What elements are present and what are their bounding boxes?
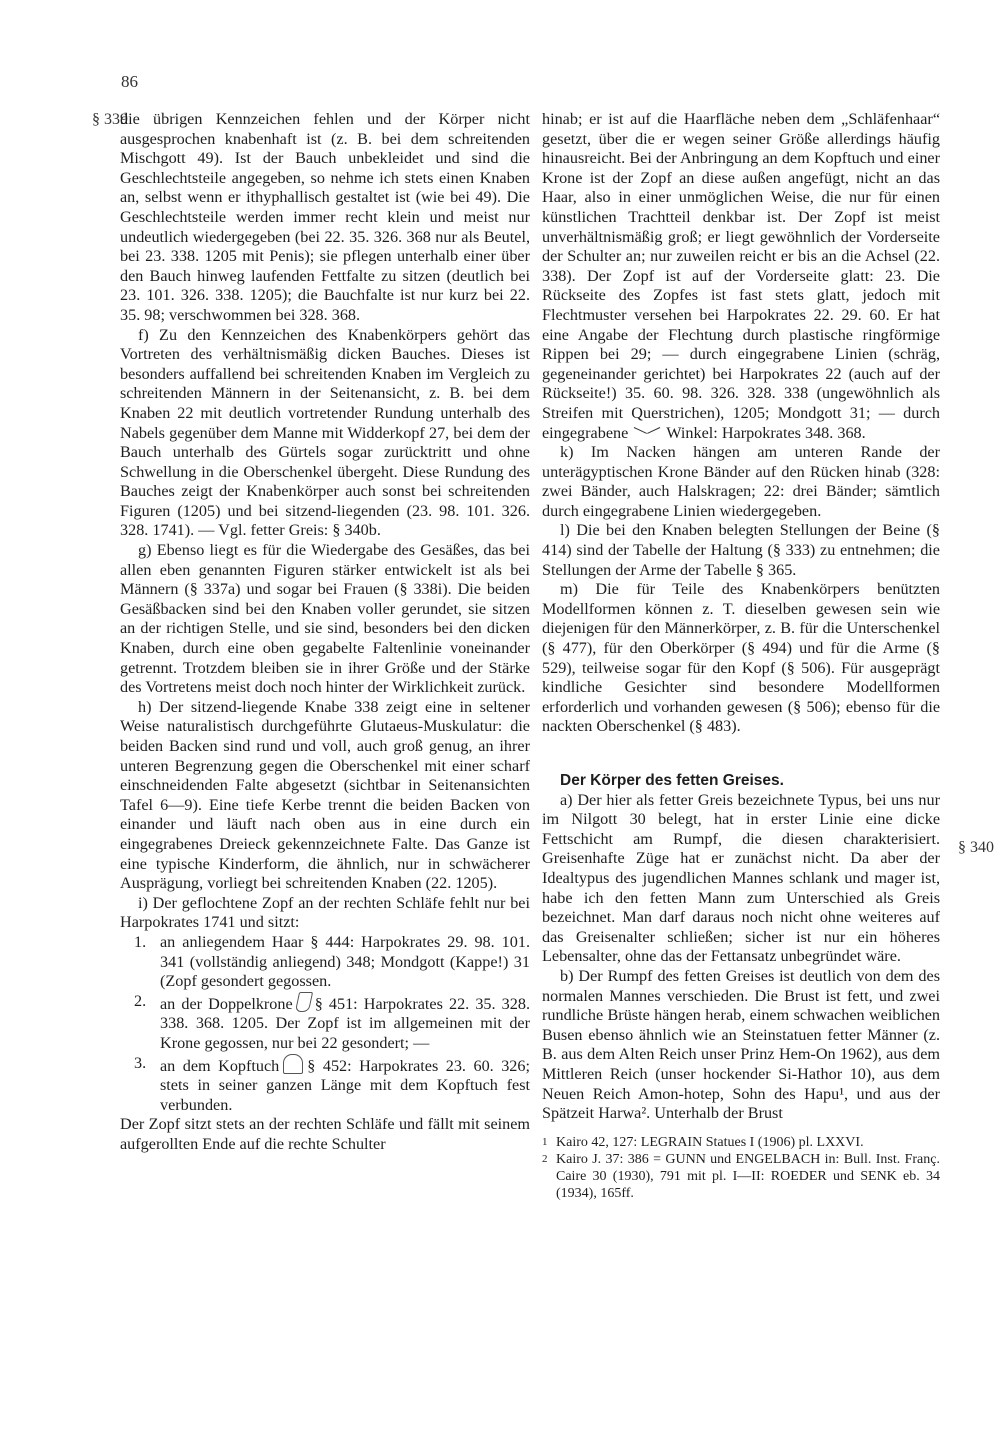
footnote-mark: 2: [542, 1152, 548, 1165]
paragraph-h: h) Der sitzend-liegende Knabe 338 zeigt eine in seltener Weise naturalistisch durchgeführte Glutaeus-Muskulatur: die beiden Backen sind rund und voll, auch groß genug, an ihrer unteren Begrenzung gegen die Oberschenkel mit einer scharf einschneidenden Falte abgesetzt (sichtbar in Seitenansichten Tafel 6—9). Eine tiefe Kerbe trennt die beiden Backen von einander und läuft nach oben aus in eine durch ein eingegrabenes Dreieck gekennzeichnete Falte. Das Ganze ist eine typische Kinderform, die ähnlich, nur in schwächerer Ausprägung, vorliegt bei schreitenden Knaben (22. 1205).: [120, 697, 530, 893]
list-number: 3.: [134, 1053, 147, 1072]
paragraph-k: k) Im Nacken hängen am unteren Rande der unterägyptischen Krone Bänder auf den Rücken hinab (328: zwei Bänder, auch Halskragen; 22: drei Bänder; sämtlich durch eingegrabene Linien wiedergegeben.: [542, 443, 940, 520]
headcloth-glyph-icon: [283, 1054, 303, 1074]
braid-list: [120, 933, 530, 1115]
paragraph-b: b) Der Rumpf des fetten Greises ist deutlich von dem des normalen Mannes verschieden. Die Brust ist fett, und zwei rundliche Brüste hängen herab, einem schwachen weiblichen Busen ebenso ähnlich wie an Steinstatuen fetter Männer (z. B. aus dem Alten Reich unser Prinz Hem-On 1962), aus dem Mittleren Reich (unser hockender Si-Hathor 10), aus dem Neuen Reich Amon-hotep, Sohn des Hapu¹, und aus der Spätzeit Harwa². Unterhalb der Brust: [542, 966, 940, 1123]
list-item-prefix: an dem Kopftuch: [160, 1056, 280, 1075]
right-column: [542, 110, 940, 1202]
section-heading: Der Körper des fetten Greises.: [560, 772, 784, 789]
section-marker-339: § 339: [92, 111, 128, 128]
paragraph-l: l) Die bei den Knaben belegten Stellungen der Beine (§ 414) sind der Tabelle der Haltung (§ 333) zu entnehmen; die Stellungen der Arme der Tabelle § 365.: [542, 521, 940, 579]
paragraph-g: g) Ebenso liegt es für die Wiedergabe des Gesäßes, das bei allen eben genannten Figuren stärker entwickelt ist als bei Männern (§ 337a) und sogar bei Frauen (§ 338i). Die beiden Gesäßbacken sind bei den Knaben voller gerundet, sie sitzen an der richtigen Stelle, und sie sind, besonders bei den dicken Knaben, durch eine oben gegabelte Faltenlinie voneinander getrennt. Trotzdem bleiben sie in ihrer Größe und der Stärke des Vortretens meist doch noch hinter der Wirklichkeit zurück.: [120, 541, 530, 697]
list-number: 2.: [134, 991, 147, 1010]
list-item-text: § 451: Harpokrates 22. 35. 328. 338. 368. 1205. Der Zopf ist im allgemeinen mit der Krone gegossen, nur bei 22 gesondert; —: [160, 994, 530, 1052]
paragraph-continuation-text: hinab; er ist auf die Haarfläche neben dem „Schläfenhaar“ gesetzt, über die er wegen seiner Größe allerdings häufig hinausreicht. Bei der Anbringung an dem Kopftuch und einer Krone ist der Zopf an diese außen angefügt, nicht an das Haar, also in einer unmöglichen Weise, die nur für einen künstlichen Trachtteil denkbar ist. Der Zopf ist meist unverhältnismäßig groß; er liegt gewöhnlich der Vorderseite der Schulter an; nur zuweilen reicht er bis an die Achsel (22. 338). Der Zopf ist auf der Vorderseite glatt: 23. Die Rückseite des Zopfes ist fast stets glatt, jedoch mit Flechtmuster versehen bei Harpokrates 22. 29. 60. Er hat eine Angabe der Flechtung durch plastische ringförmige Rippen bei 29; — durch eingegrabene Linien (schräg, gegeneinander gerichtet) bei Harpokrates 22 (auch auf der Rückseite!) 35. 60. 98. 326. 328. 338 (ungewöhnlich als Streifen mit Querstrichen), 1205; Mondgott 31; — durch eingegrabene: [542, 110, 940, 442]
section-marker-340: § 340: [958, 839, 994, 856]
footnote: [542, 1134, 940, 1151]
footnotes: [542, 1134, 940, 1202]
paragraph-continuation-tail: Winkel: Harpokrates 348. 368.: [666, 423, 866, 442]
paragraph-m: m) Die für Teile des Knabenkörpers benützten Modellformen können z. T. dieselben gewesen sein wie diejenigen für den Männerkörper, z. B. für die Unterschenkel (§ 477), für den Oberkörper (§ 494) und für die Arme (§ 529), teilweise sogar für den Kopf (§ 506). Für ausgeprägt kindliche Gesichter sind besondere Modellformen erforderlich und vorhanden gewesen (§ 506); ebenso für die nackten Oberschenkel (§ 483).: [542, 580, 940, 736]
footnote-text: Kairo J. 37: 386 = GUNN und ENGELBACH in: Bull. Inst. Franç. Caire 30 (1930), 791 mit pl. I—II: ROEDER und SENK eb. 34 (1934), 165ff.: [556, 1151, 940, 1201]
footnote-text: Kairo 42, 127: LEGRAIN Statues I (1906) pl. LXXVI.: [556, 1134, 864, 1150]
list-item: [120, 933, 530, 992]
paragraph-i: i) Der geflochtene Zopf an der rechten Schläfe fehlt nur bei Harpokrates 1741 und sitzt:: [120, 893, 530, 932]
page-number: 86: [121, 72, 138, 91]
paragraph-f: f) Zu den Kennzeichen des Knabenkörpers gehört das Vortreten des verhältnismäßig dicken Bauches. Dieses ist besonders auffallend bei schreitenden Knaben im Vergleich zu schreitenden Männern in der Seitenansicht, z. B. bei dem Knaben 22 mit deutlich vortretender Rundung unterhalb des Nabels gegenüber dem Manne mit Widderkopf 27, bei dem der Bauch unterhalb des Gürtels sogar zurücktritt und ohne Schwellung in die Oberschenkel übergeht. Diese Rundung des Bauches zeigt der Knabenkörper auch sonst bei schreitenden Figuren (1205) und bei sitzend-liegenden (23. 98. 101. 326. 328. 1741). — Vgl. fetter Greis: § 340b.: [120, 325, 530, 540]
paragraph-intro: die übrigen Kennzeichen fehlen und der Körper nicht ausgesprochen knabenhaft ist (z. B. bei dem schreitenden Mischgott 49). Ist der Bauch unbekleidet und sind die Geschlechtsteile angegeben, so nehme ich stets einen Knaben an, selbst wenn er ithyphallisch gestaltet ist (wie bei 49). Die Geschlechtsteile werden immer recht klein und meist nur undeutlich wiedergegeben (bei 22. 35. 326. 368 nur als Beutel, bei 23. 338. 1205 mit Penis); sie pflegen unterhalb einer über den Bauch hinweg laufenden Fettfalte zu sitzen (deutlich bei 23. 101. 326. 338. 1205); die Bauchfalte ist nur kurz bei 22. 35. 98; verschwommen bei 328. 368.: [120, 110, 530, 324]
paragraph-continuation: [542, 110, 940, 443]
paragraph-end: Der Zopf sitzt stets an der rechten Schläfe und fällt mit seinem aufgerollten Ende auf die rechte Schulter: [120, 1115, 530, 1153]
list-item-text: an anliegendem Haar § 444: Harpokrates 29. 98. 101. 341 (vollständig anliegend) 348; Mondgott (Kappe!) 31 (Zopf gesondert gegossen.: [160, 932, 530, 991]
list-item: [120, 992, 530, 1054]
left-column: [120, 110, 530, 1154]
double-crown-glyph-icon: [295, 992, 313, 1012]
list-item: [120, 1054, 530, 1116]
angle-glyph-icon: [634, 427, 660, 437]
footnote-mark: 1: [542, 1135, 548, 1148]
list-item-prefix: an der Doppelkrone: [160, 994, 293, 1013]
footnote: [542, 1151, 940, 1202]
list-item-text: § 452: Harpokrates 23. 60. 326; stets in seiner ganzen Länge mit dem Kopftuch fest verbunden.: [160, 1056, 530, 1114]
paragraph-a: a) Der hier als fetter Greis bezeichnete Typus, bei uns nur im Nilgott 30 belegt, hat in erster Linie eine dicke Fettschicht am Rumpf, die diesen charakterisiert. Greisenhafte Züge hat er zunächst nicht. Da aber der Idealtypus des jugendlichen Mannes schlank und mager ist, habe ich den fetten Mann zum Unterschied als Greis bezeichnet. Man darf daraus noch nicht ohne weiteres auf das Greisenalter schließen; sicher ist nur ein höheres Lebensalter, ohne das der Fettansatz unbegründet wäre.: [542, 790, 940, 966]
list-number: 1.: [134, 932, 147, 951]
